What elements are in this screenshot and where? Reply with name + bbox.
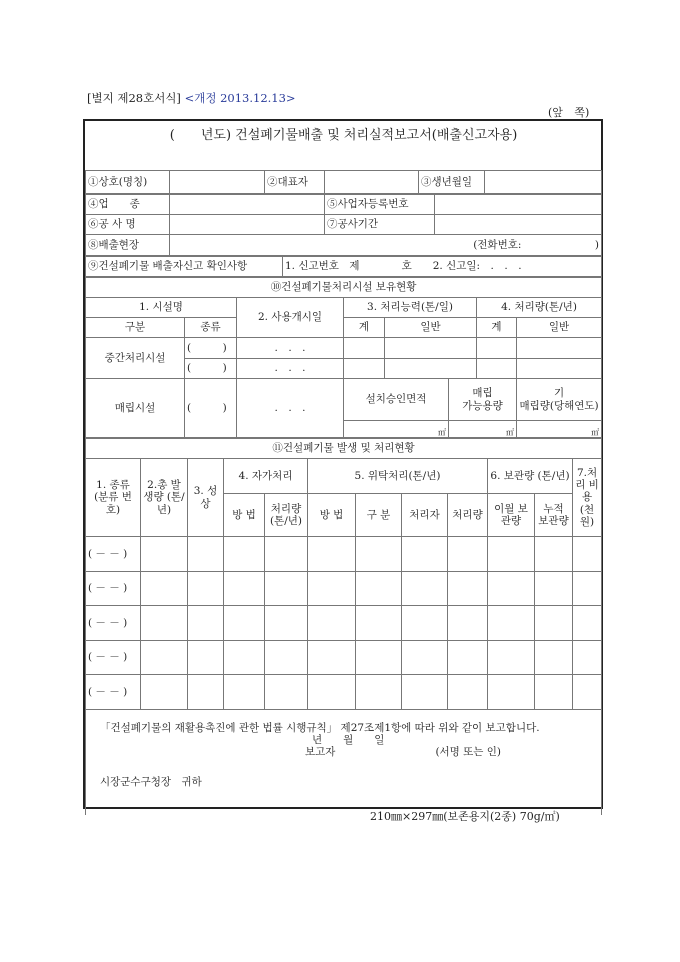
cell[interactable] — [448, 640, 488, 675]
cell[interactable] — [224, 537, 265, 572]
text: 매립 — [472, 387, 493, 400]
field-filled[interactable]: ㎡ — [517, 421, 602, 438]
cell[interactable] — [488, 537, 535, 572]
header-storage: 6. 보관량 (톤/년) — [488, 459, 573, 494]
cell[interactable] — [385, 338, 477, 359]
cell[interactable] — [265, 606, 308, 641]
cell[interactable] — [356, 675, 402, 710]
field-kind[interactable]: ( － － ) — [86, 537, 141, 572]
form-reference — [87, 90, 296, 106]
label-intermediate: 중간처리시설 — [86, 338, 185, 379]
table-row — [86, 640, 602, 675]
header-total-generated: 2.총 발생량 (톤/년) — [141, 459, 188, 537]
field-kind[interactable]: ( － － ) — [86, 606, 141, 641]
field-capacity[interactable]: ㎡ — [449, 421, 517, 438]
report-form — [83, 119, 603, 809]
text: 가능용량 — [462, 399, 503, 412]
label-bizno: ⑤사업자등록번호 — [325, 195, 435, 215]
revision-date: <개정 2013.12.13> — [184, 91, 296, 105]
cell[interactable] — [141, 571, 188, 606]
cell[interactable] — [448, 537, 488, 572]
field-start[interactable]: . . . — [237, 359, 344, 379]
cell[interactable] — [535, 571, 573, 606]
field-type[interactable]: ( ) — [185, 359, 237, 379]
header-cumulative: 누적 보관량 — [535, 494, 573, 537]
info-table-3 — [85, 256, 602, 277]
header-total-2: 계 — [477, 318, 517, 338]
cell[interactable] — [265, 675, 308, 710]
cell[interactable] — [448, 606, 488, 641]
info-table-2 — [85, 194, 602, 256]
cell[interactable] — [224, 571, 265, 606]
field-type[interactable]: ( ) — [185, 338, 237, 359]
cell[interactable] — [402, 571, 448, 606]
header-landfill-capacity — [449, 379, 517, 421]
text: 매립량(당해연도) — [519, 399, 599, 412]
cell[interactable] — [488, 571, 535, 606]
form-number: [별지 제28호서식] — [87, 91, 181, 105]
cell[interactable] — [188, 606, 224, 641]
cell[interactable] — [141, 537, 188, 572]
label-industry: ④업 종 — [86, 195, 170, 215]
cell[interactable] — [356, 640, 402, 675]
header-area: 설치승인면적 — [344, 379, 449, 421]
cell[interactable] — [141, 675, 188, 710]
facility-table — [85, 277, 602, 438]
cell[interactable] — [573, 606, 602, 641]
cell[interactable] — [188, 537, 224, 572]
cell[interactable] — [141, 606, 188, 641]
label-birth: ③생년월일 — [419, 171, 485, 194]
cell[interactable] — [141, 640, 188, 675]
cell[interactable] — [265, 537, 308, 572]
cell[interactable] — [344, 338, 385, 359]
cell[interactable] — [308, 537, 356, 572]
field-start[interactable]: . . . — [237, 338, 344, 359]
header-consigned: 5. 위탁처리(톤/년) — [308, 459, 488, 494]
cell[interactable] — [488, 640, 535, 675]
field-start[interactable]: . . . — [237, 379, 344, 438]
header-division: 구 분 — [356, 494, 402, 537]
cell[interactable] — [402, 675, 448, 710]
report-number: 1. 신고번호 제 호 — [285, 260, 412, 273]
label-company: ①상호(명칭) — [86, 171, 170, 194]
header-general-2: 일반 — [517, 318, 602, 338]
table-row — [86, 606, 602, 641]
form-title: ( 년도) 건설폐기물배출 및 처리실적보고서(배출신고자용) — [86, 121, 602, 171]
field-kind[interactable]: ( － － ) — [86, 675, 141, 710]
cell[interactable] — [535, 640, 573, 675]
header-handler: 처리자 — [402, 494, 448, 537]
footer-statement — [86, 709, 602, 815]
header-method-2: 방 법 — [308, 494, 356, 537]
cell[interactable] — [265, 571, 308, 606]
header-amount: 처리량 — [448, 494, 488, 537]
field-type[interactable]: ( ) — [185, 379, 237, 438]
field-area[interactable]: ㎡ — [344, 421, 449, 438]
header-amount: 4. 처리량(톤/년) — [477, 298, 602, 318]
cell[interactable] — [535, 537, 573, 572]
cell[interactable] — [573, 640, 602, 675]
table-row — [86, 675, 602, 710]
cell[interactable] — [265, 640, 308, 675]
field-company[interactable] — [170, 171, 265, 194]
field-kind[interactable]: ( － － ) — [86, 571, 141, 606]
cell[interactable] — [573, 537, 602, 572]
header-category: 구분 — [86, 318, 185, 338]
header-carryover: 이월 보관량 — [488, 494, 535, 537]
cell[interactable] — [188, 640, 224, 675]
cell[interactable] — [356, 537, 402, 572]
reporter-label: 보고자 — [305, 745, 336, 758]
field-industry[interactable] — [170, 195, 325, 215]
cell[interactable] — [224, 675, 265, 710]
cell[interactable] — [344, 359, 385, 379]
cell[interactable] — [402, 537, 448, 572]
cell[interactable] — [308, 675, 356, 710]
cell[interactable] — [477, 338, 517, 359]
field-period[interactable] — [435, 215, 602, 235]
page-side: (앞 쪽) — [548, 106, 590, 119]
cell[interactable] — [308, 606, 356, 641]
statement: 「건설폐기물의 재활용촉진에 관한 법률 시행규칙」 제27조제1항에 따라 위와 같이 보고합니다. — [100, 721, 540, 734]
header-facility: 1. 시설명 — [86, 298, 237, 318]
header-total: 계 — [344, 318, 385, 338]
cell[interactable] — [224, 606, 265, 641]
header-start: 2. 사용개시일 — [237, 298, 344, 338]
cell[interactable] — [448, 571, 488, 606]
report-date: 2. 신고일: . . . — [432, 260, 522, 273]
field-kind[interactable]: ( － － ) — [86, 640, 141, 675]
field-birth[interactable] — [485, 171, 602, 194]
header-general: 일반 — [385, 318, 477, 338]
header-self-amount: 처리량 (톤/년) — [265, 494, 308, 537]
header-kind: 1. 종류 (분류 번호) — [86, 459, 141, 537]
cell[interactable] — [188, 571, 224, 606]
cell[interactable] — [402, 640, 448, 675]
recipient: 시장군수구청장 귀하 — [100, 775, 202, 788]
field-bizno[interactable] — [435, 195, 602, 215]
cell[interactable] — [517, 359, 602, 379]
cell[interactable] — [402, 606, 448, 641]
header-method: 방 법 — [224, 494, 265, 537]
cell[interactable] — [488, 675, 535, 710]
text: 기 — [553, 387, 565, 400]
label-landfill: 매립시설 — [86, 379, 185, 438]
field-project[interactable] — [170, 215, 325, 235]
paper-spec: 210㎜×297㎜(보존용지(2종) 70g/㎡) — [370, 810, 560, 823]
cell[interactable] — [308, 640, 356, 675]
cell[interactable] — [448, 675, 488, 710]
cell[interactable] — [573, 571, 602, 606]
waste-table — [85, 438, 602, 815]
section-10-title: ⑩건설폐기물처리시설 보유현황 — [86, 278, 602, 298]
header-state: 3. 성상 — [188, 459, 224, 537]
label-project: ⑥공 사 명 — [86, 215, 170, 235]
cell[interactable] — [385, 359, 477, 379]
cell[interactable] — [535, 675, 573, 710]
header-capacity: 3. 처리능력(톤/일) — [344, 298, 477, 318]
cell[interactable] — [477, 359, 517, 379]
field-report[interactable] — [283, 257, 602, 277]
label-period: ⑦공사기간 — [325, 215, 435, 235]
cell[interactable] — [488, 606, 535, 641]
cell[interactable] — [517, 338, 602, 359]
field-site-phone[interactable]: (전화번호: ) — [170, 235, 602, 256]
table-row — [86, 571, 602, 606]
cell[interactable] — [573, 675, 602, 710]
field-representative[interactable] — [325, 171, 419, 194]
header-cost: 7.처리 비용 (천원) — [573, 459, 602, 537]
header-self: 4. 자가처리 — [224, 459, 308, 494]
cell[interactable] — [356, 571, 402, 606]
table-row — [86, 537, 602, 572]
header-filled — [517, 379, 602, 421]
cell[interactable] — [356, 606, 402, 641]
signature-field[interactable]: (서명 또는 인) — [435, 745, 502, 758]
report-date-line[interactable]: 년 월 일 — [312, 733, 385, 746]
cell[interactable] — [224, 640, 265, 675]
label-confirm: ⑨건설폐기물 배출자신고 확인사항 — [86, 257, 283, 277]
cell[interactable] — [535, 606, 573, 641]
info-table — [85, 121, 602, 194]
header-type: 종류 — [185, 318, 237, 338]
label-representative: ②대표자 — [265, 171, 325, 194]
cell[interactable] — [308, 571, 356, 606]
label-site: ⑧배출현장 — [86, 235, 170, 256]
cell[interactable] — [188, 675, 224, 710]
section-11-title: ⑪건설폐기물 발생 및 처리현황 — [86, 439, 602, 459]
